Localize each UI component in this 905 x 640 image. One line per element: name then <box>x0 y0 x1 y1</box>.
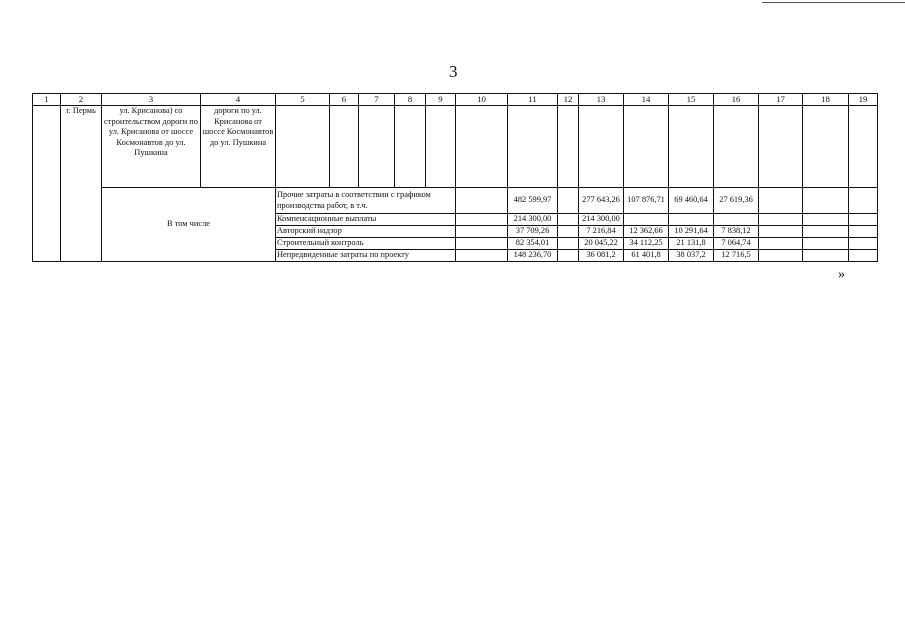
table-cell <box>276 106 330 188</box>
table-cell <box>803 226 849 238</box>
table-cell <box>508 106 558 188</box>
cost-row <box>33 188 878 214</box>
including-label: В том числе <box>102 188 276 262</box>
table-cell <box>849 250 878 262</box>
cost-value: 12 716,5 <box>714 250 759 262</box>
table-cell <box>624 106 669 188</box>
table-cell <box>456 214 508 226</box>
cost-value <box>669 214 714 226</box>
header-cell: 8 <box>395 94 426 106</box>
header-cell: 2 <box>61 94 102 106</box>
cost-label: Авторский надзор <box>276 226 456 238</box>
table-cell <box>456 238 508 250</box>
cost-value: 61 401,8 <box>624 250 669 262</box>
cost-value <box>714 214 759 226</box>
header-cell: 18 <box>803 94 849 106</box>
table-cell <box>456 188 508 214</box>
page-number: 3 <box>449 62 458 81</box>
header-cell: 7 <box>359 94 395 106</box>
object-row <box>33 106 878 188</box>
table-cell <box>803 214 849 226</box>
cost-value: 7 838,12 <box>714 226 759 238</box>
table-cell <box>849 106 878 188</box>
header-cell: 3 <box>102 94 201 106</box>
row-number-cell <box>33 106 61 262</box>
header-cell: 15 <box>669 94 714 106</box>
cost-value: 69 460,64 <box>669 188 714 214</box>
cost-label: Непредвиденные затраты по проекту <box>276 250 456 262</box>
table-cell <box>849 188 878 214</box>
cost-value: 214 300,00 <box>508 214 558 226</box>
table-cell <box>456 250 508 262</box>
table-cell <box>359 106 395 188</box>
table-cell <box>803 106 849 188</box>
header-cell: 17 <box>759 94 803 106</box>
closing-quote: » <box>838 267 845 282</box>
table-cell <box>759 226 803 238</box>
table-cell <box>803 250 849 262</box>
header-cell: 4 <box>201 94 276 106</box>
object-name-cell: дороги по ул. Крисанова от шоссе Космонавтов до ул. Пушкина <box>201 106 276 188</box>
cost-value: 27 619,36 <box>714 188 759 214</box>
budget-table <box>32 93 878 262</box>
cost-value: 20 045,22 <box>579 238 624 250</box>
cost-value <box>558 238 579 250</box>
top-edge-rule <box>762 0 905 3</box>
header-cell: 19 <box>849 94 878 106</box>
cost-value: 7 216,84 <box>579 226 624 238</box>
cost-value <box>558 214 579 226</box>
city-cell: г. Пермь <box>61 106 102 262</box>
header-cell: 11 <box>508 94 558 106</box>
cost-value: 12 362,66 <box>624 226 669 238</box>
cost-value: 482 599,97 <box>508 188 558 214</box>
cost-value: 10 291,64 <box>669 226 714 238</box>
cost-value <box>624 214 669 226</box>
header-cell: 1 <box>33 94 61 106</box>
header-cell: 16 <box>714 94 759 106</box>
cost-value: 34 112,25 <box>624 238 669 250</box>
header-cell: 9 <box>426 94 456 106</box>
cost-value <box>558 188 579 214</box>
table-cell <box>330 106 359 188</box>
cost-label: Строительный контроль <box>276 238 456 250</box>
table-cell <box>579 106 624 188</box>
cost-label: Прочие затраты в соответствии с графиком производства работ, в т.ч. <box>276 188 456 214</box>
column-number-row <box>33 94 878 106</box>
cost-value: 38 037,2 <box>669 250 714 262</box>
table-cell <box>558 106 579 188</box>
cost-value: 107 876,71 <box>624 188 669 214</box>
cost-value: 21 131,8 <box>669 238 714 250</box>
cost-label: Компенсационные выплаты <box>276 214 456 226</box>
cost-value <box>558 226 579 238</box>
table-cell <box>759 250 803 262</box>
table-cell <box>426 106 456 188</box>
table-cell <box>456 106 508 188</box>
cost-value: 214 300,00 <box>579 214 624 226</box>
table-cell <box>849 226 878 238</box>
table-cell <box>759 214 803 226</box>
header-cell: 14 <box>624 94 669 106</box>
header-cell: 13 <box>579 94 624 106</box>
table-cell <box>849 238 878 250</box>
cost-value: 148 236,70 <box>508 250 558 262</box>
table-cell <box>759 106 803 188</box>
object-description-cell: ул. Крисанова) со строительством дороги по ул. Крисанова от шоссе Космонавтов до ул. Пушкина <box>102 106 201 188</box>
header-cell: 12 <box>558 94 579 106</box>
table-cell <box>456 226 508 238</box>
table-cell <box>669 106 714 188</box>
table-cell <box>803 238 849 250</box>
table-cell <box>803 188 849 214</box>
header-cell: 10 <box>456 94 508 106</box>
cost-value: 82 354,01 <box>508 238 558 250</box>
header-cell: 5 <box>276 94 330 106</box>
table-cell <box>759 238 803 250</box>
cost-value: 36 081,2 <box>579 250 624 262</box>
table-cell <box>759 188 803 214</box>
cost-value <box>558 250 579 262</box>
header-cell: 6 <box>330 94 359 106</box>
cost-value: 37 709,26 <box>508 226 558 238</box>
table-cell <box>714 106 759 188</box>
table-cell <box>395 106 426 188</box>
cost-value: 277 643,26 <box>579 188 624 214</box>
table-cell <box>849 214 878 226</box>
cost-value: 7 064,74 <box>714 238 759 250</box>
